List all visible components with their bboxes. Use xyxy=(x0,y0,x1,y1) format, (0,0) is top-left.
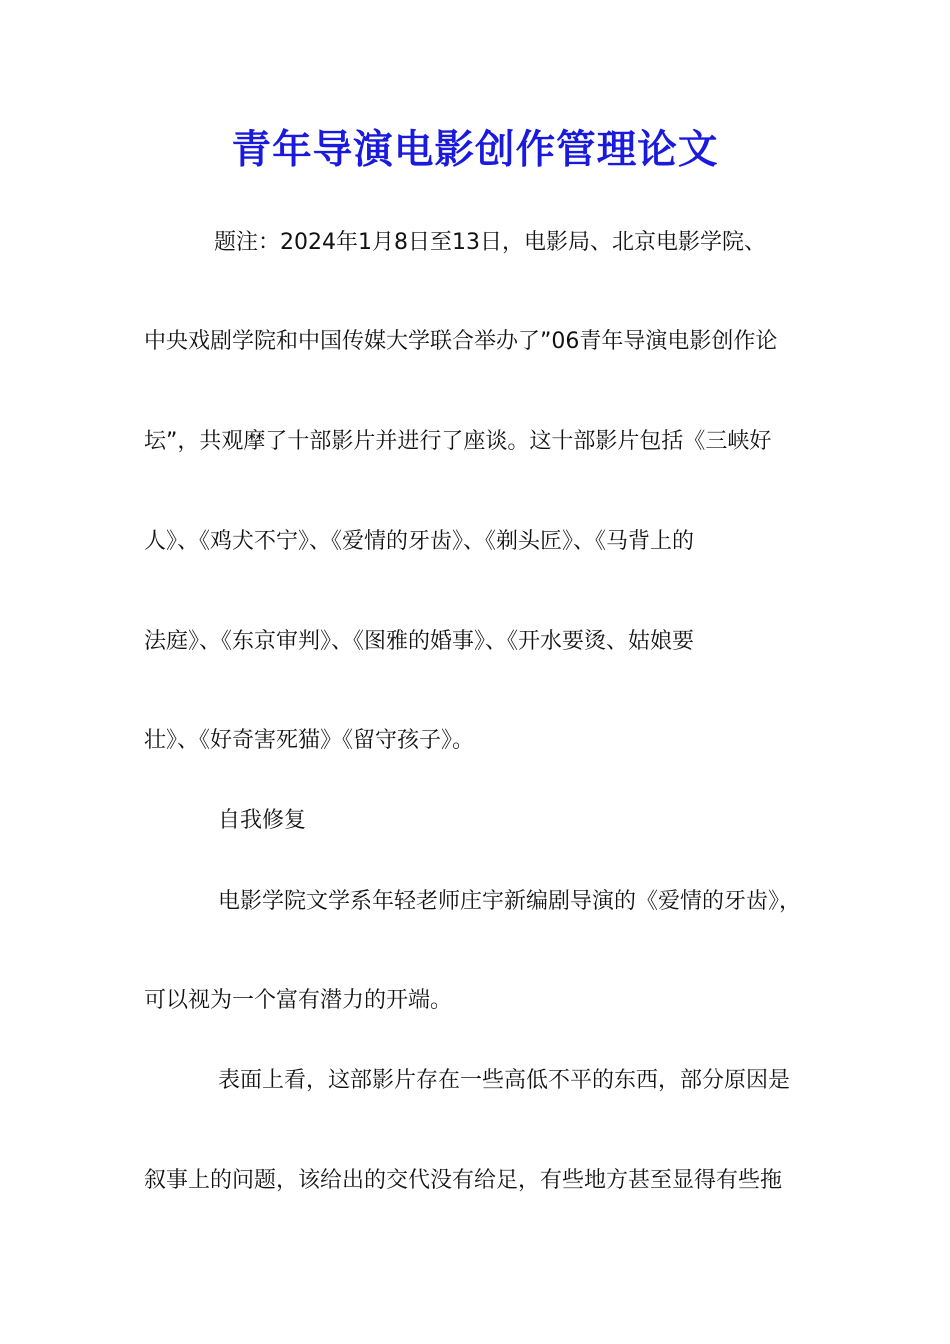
paragraph-line-5: 法庭》、《东京审判》、《图雅的婚事》、《开水要烫、姑娘要 xyxy=(144,629,695,654)
paragraph-line-4: 人》、《鸡犬不宁》、《爱情的牙齿》、《剃头匠》、《马背上的 xyxy=(144,529,695,554)
paragraph-line-2: 中央戏剧学院和中国传媒大学联合举办了”06青年导演电影创作论 xyxy=(144,329,778,354)
paragraph-line-3: 坛”，共观摩了十部影片并进行了座谈。这十部影片包括《三峡好 xyxy=(144,429,772,454)
paragraph-line-9: 表面上看，这部影片存在一些高低不平的东西，部分原因是 xyxy=(218,1068,791,1093)
paragraph-line-7: 电影学院文学系年轻老师庄宇新编剧导演的《爱情的牙齿》， xyxy=(218,889,802,914)
paragraph-line-6: 壮》、《好奇害死猫》《留守孩子》。 xyxy=(144,728,475,753)
paragraph-line-8: 可以视为一个富有潜力的开端。 xyxy=(144,988,453,1013)
document-title: 青年导演电影创作管理论文 xyxy=(231,127,719,173)
section-heading: 自我修复 xyxy=(218,808,307,833)
paragraph-line-1: 题注：2024年1月8日至13日，电影局、北京电影学院、 xyxy=(214,230,766,255)
paragraph-line-10: 叙事上的问题，该给出的交代没有给足，有些地方甚至显得有些拖 xyxy=(144,1168,783,1193)
